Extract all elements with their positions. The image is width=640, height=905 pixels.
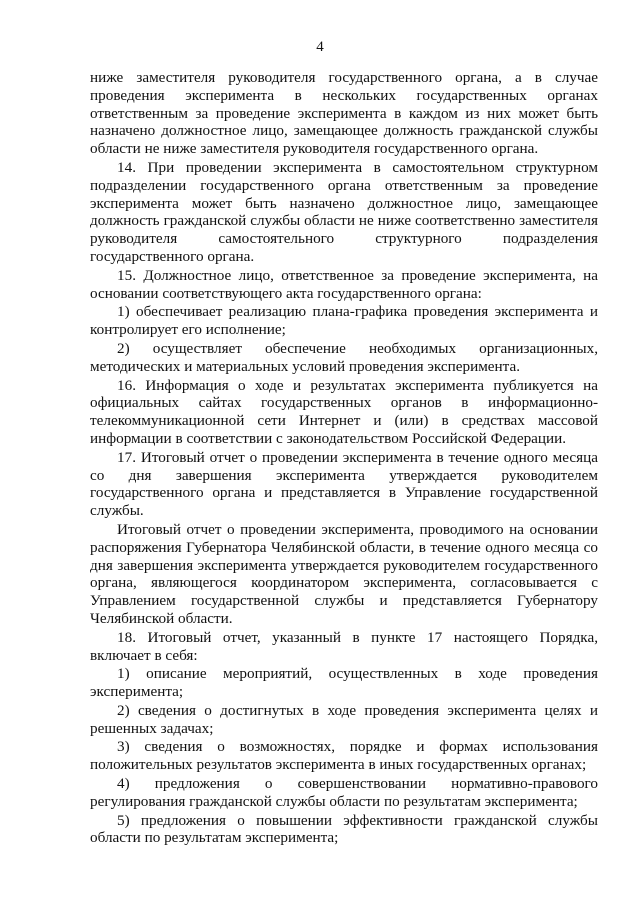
paragraph-subitem-18-1: 1) описание мероприятий, осуществленных в ходе проведения эксперимента; (90, 665, 598, 701)
document-body (90, 69, 598, 848)
paragraph-continuation: ниже заместителя руководителя государственного органа, а в случае проведения эксперимента в нескольких государственных органах ответственным за проведение эксперимента в каждом из них может быть назначено должностное лицо, замещающее должность гражданской службы области не ниже заместителя руководителя государственного органа. (90, 69, 598, 158)
paragraph-subitem-15-1: 1) обеспечивает реализацию плана-графика проведения эксперимента и контролирует его исполнение; (90, 303, 598, 339)
page-number: 4 (316, 39, 324, 55)
paragraph-subitem-18-2: 2) сведения о достигнутых в ходе проведения эксперимента целях и решенных задачах; (90, 701, 598, 737)
paragraph-item-14: 14. При проведении эксперимента в самостоятельном структурном подразделении государственного органа ответственным за проведение эксперимента может быть назначено должностное лицо, замещающее должность гражданской службы области не ниже соответственно заместителя руководителя самостоятельного структурного подразделения государственного органа. (90, 158, 598, 265)
paragraph-item-17-continued: Итоговый отчет о проведении эксперимента, проводимого на основании распоряжения Губернатора Челябинской области, в течение одного месяца со дня завершения эксперимента утверждается руководителем государственного органа, являющегося координатором эксперимента, согласовывается с Управлением государственной службы и представляется Губернатору Челябинской области. (90, 520, 598, 627)
paragraph-item-15: 15. Должностное лицо, ответственное за проведение эксперимента, на основании соответствующего акта государственного органа: (90, 266, 598, 302)
paragraph-subitem-18-3: 3) сведения о возможностях, порядке и формах использования положительных результатов эксперимента в иных государственных органах; (90, 738, 598, 774)
paragraph-item-16: 16. Информация о ходе и результатах эксперимента публикуется на официальных сайтах государственных органов в информационно-телекоммуникационной сети Интернет и (или) в средствах массовой информации в соответствии с законодательством Российской Федерации. (90, 376, 598, 447)
paragraph-subitem-18-4: 4) предложения о совершенствовании нормативно-правового регулирования гражданской службы области по результатам эксперимента; (90, 775, 598, 810)
paragraph-subitem-18-5: 5) предложения о повышении эффективности гражданской службы области по результатам эксперимента; (90, 811, 598, 847)
paragraph-item-17: 17. Итоговый отчет о проведении эксперимента в течение одного месяца со дня завершения эксперимента утверждается руководителем государственного органа и представляется в Управление государственной службы. (90, 448, 598, 520)
paragraph-item-18: 18. Итоговый отчет, указанный в пункте 17 настоящего Порядка, включает в себя: (90, 628, 598, 664)
paragraph-subitem-15-2: 2) осуществляет обеспечение необходимых организационных, методических и материальных условий проведения эксперимента. (90, 339, 598, 375)
